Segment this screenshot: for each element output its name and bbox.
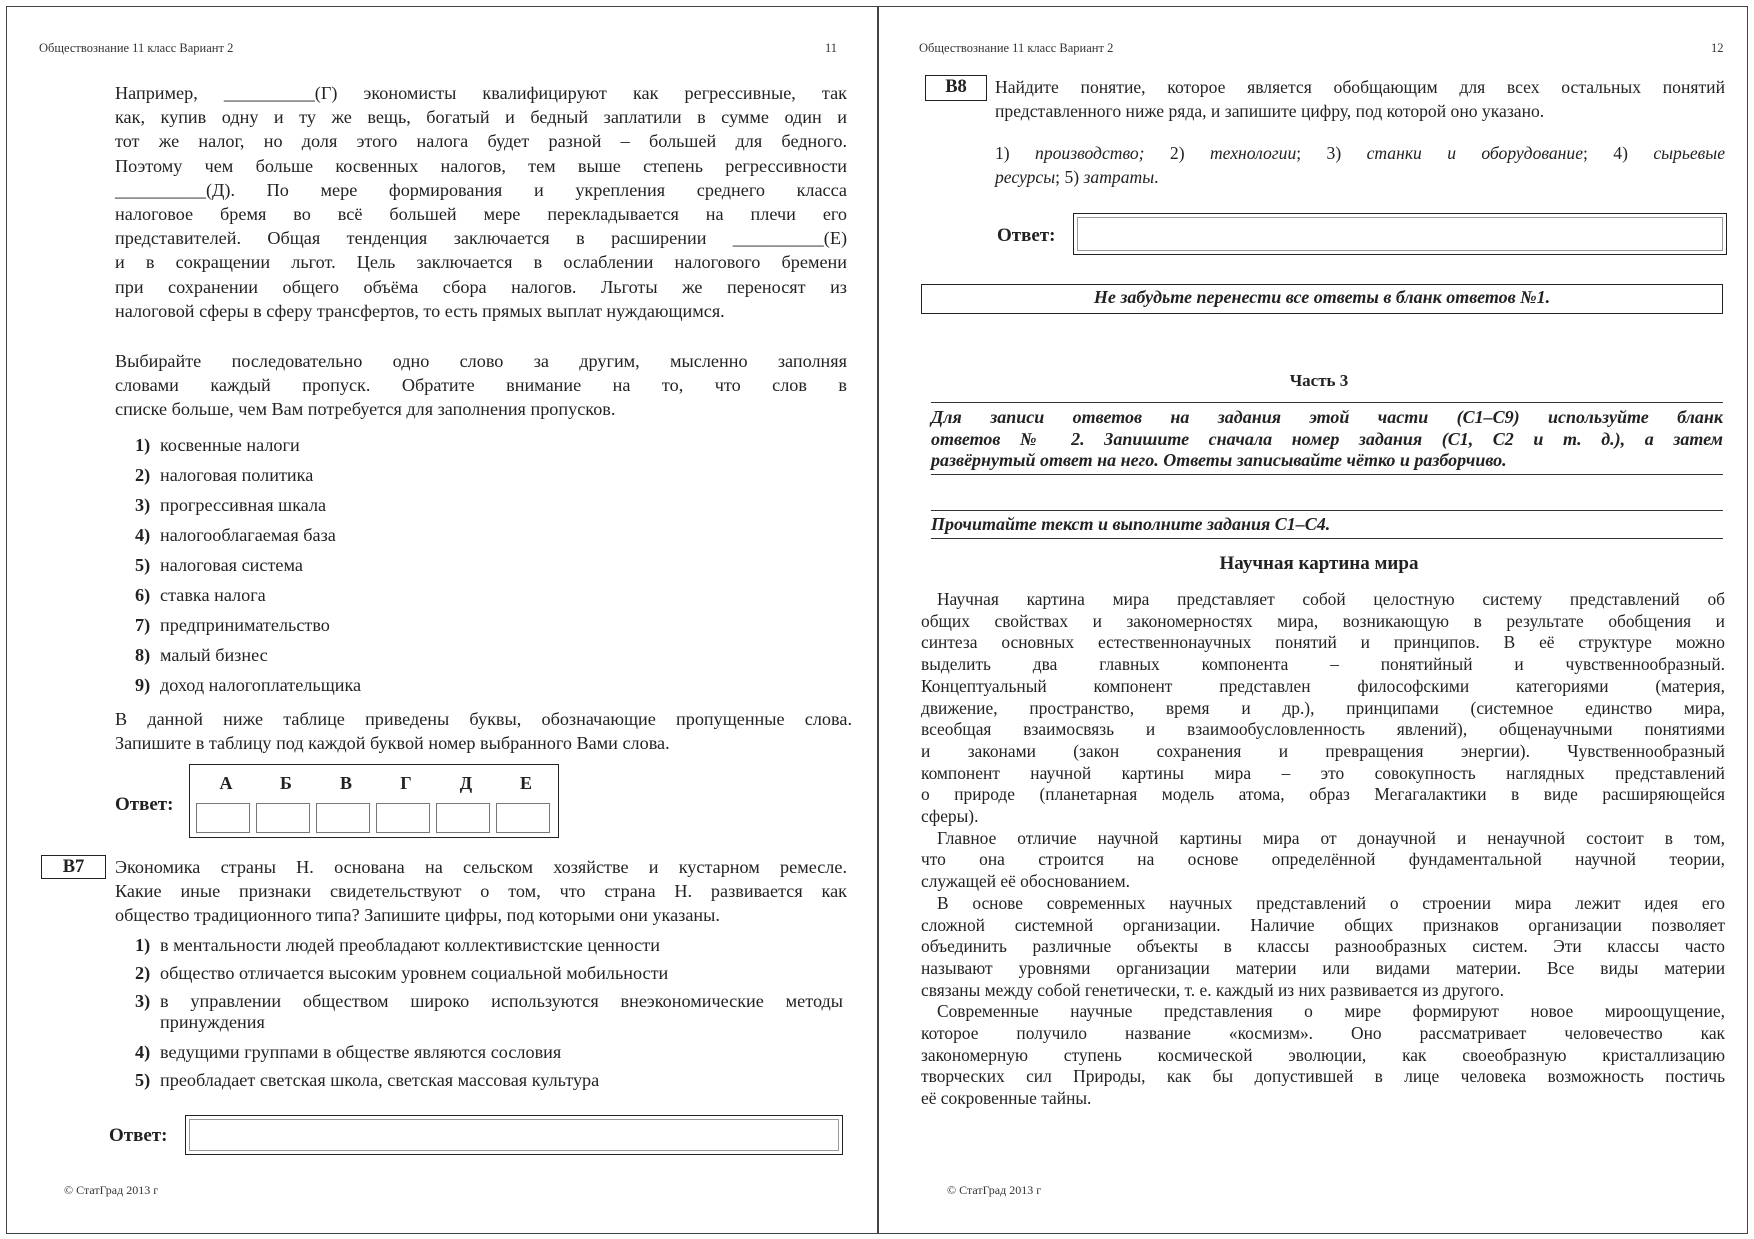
- item-number: 8): [135, 645, 151, 665]
- item-number: 1): [135, 435, 151, 455]
- text-line: развёрнутый ответ на него. Ответы записывайте чётко и разборчиво.: [931, 450, 1507, 470]
- option-text: в управлении обществом широко используются внеэкономические методы принуждения: [160, 991, 843, 1032]
- page-number: 12: [1711, 41, 1724, 55]
- text-line: представленного ниже ряда, и запишите цифру, под которой оно указано.: [995, 101, 1545, 122]
- b8-answer-label: Ответ:: [997, 225, 1056, 246]
- answer-cell[interactable]: [256, 803, 310, 833]
- answer-table: [189, 764, 559, 838]
- rule: [931, 474, 1723, 475]
- option-number: 3): [135, 991, 151, 1011]
- text-line: Найдите понятие, которое является обобщающим для всех остальных понятий: [995, 77, 1725, 97]
- text-line: налоговой сферы в сферу трансфертов, то есть прямых выплат нуждающимся.: [115, 300, 725, 321]
- text-line: при сохранении общего объёма сбора налогов. Льготы же переносят из: [115, 276, 847, 297]
- fill-in-paragraph: [115, 81, 847, 323]
- b7-answer-label: Ответ:: [109, 1125, 168, 1146]
- item-text: налоговая система: [160, 555, 303, 575]
- rule: [931, 538, 1723, 539]
- task-b7-tag: B7: [41, 855, 106, 879]
- text-line: всеобщая взаимосвязь и взаимообусловленность явлений), общенаучными понятиями: [921, 719, 1725, 740]
- task-b8-question: [995, 75, 1725, 123]
- option-text: общество отличается высоким уровнем социальной мобильности: [160, 963, 669, 983]
- page-header: Обществознание 11 класс Вариант 2: [39, 41, 234, 55]
- text-line: сложной системной организации. Наличие общих признаков организации позволяет: [921, 914, 1725, 935]
- option-number: 2): [135, 963, 151, 983]
- b7-option: [135, 991, 843, 1033]
- text-line: Научная картина мира представляет собой целостную систему представлений об: [937, 589, 1725, 609]
- part-title: Часть 3: [1289, 371, 1349, 390]
- b8-answer-field[interactable]: [1073, 213, 1727, 255]
- b7-option: [135, 1042, 843, 1063]
- option-number: 4): [135, 1042, 151, 1062]
- text-line: закономерную ступень космической эволюции, как своеобразную кристаллизацию: [921, 1044, 1725, 1065]
- answer-column-letter: Б: [280, 773, 292, 793]
- word-list-item: [135, 495, 535, 525]
- answer-column-letter: Д: [459, 773, 473, 793]
- task-b7-question: [115, 855, 847, 928]
- b8-opt: производство;: [1035, 143, 1145, 163]
- text-title: Научная картина мира: [1219, 553, 1419, 574]
- text-line: которое получило название «космизм». Оно рассматривает человечество как: [921, 1023, 1725, 1044]
- page-header: Обществознание 11 класс Вариант 2: [919, 41, 1114, 55]
- b8-opt-num: ; 4): [1583, 143, 1628, 163]
- word-list-item: [135, 525, 535, 555]
- footer: © СтатГрад 2013 г: [64, 1183, 159, 1197]
- b8-opt: технологии: [1209, 143, 1297, 163]
- text-line: словами каждый пропуск. Обратите внимание на то, что слов в: [115, 375, 847, 396]
- table-instruction: [115, 707, 852, 755]
- text-line: Какие иные признаки свидетельствуют о том, что страна Н. развивается как: [115, 881, 847, 902]
- instruction-paragraph: [115, 349, 847, 422]
- item-text: малый бизнес: [160, 645, 268, 665]
- b8-opt-num: 1): [995, 143, 1010, 163]
- word-list-item: [135, 645, 535, 675]
- task-b8-tag: B8: [925, 75, 987, 101]
- b8-opt-num: ; 5): [1055, 167, 1080, 188]
- text-line: В данной ниже таблице приведены буквы, обозначающие пропущенные слова.: [115, 709, 852, 729]
- item-number: 2): [135, 465, 151, 485]
- word-list-item: [135, 435, 535, 465]
- item-number: 4): [135, 525, 151, 545]
- item-number: 9): [135, 675, 151, 695]
- text-line: как, купив одну и ту же вещь, богатый и бедный заплатили в сумме один и: [115, 107, 847, 128]
- word-list-item: [135, 615, 535, 645]
- text-line: движение, пространство, время и др.), принципами (системное единство мира,: [921, 697, 1725, 718]
- text-line: представителей. Общая тенденция заключается в расширении __________(Е): [115, 228, 847, 249]
- text-line: служащей её обоснованием.: [921, 871, 1130, 892]
- text-line: объединить различные объекты в классы разнообразных систем. Эти классы часто: [921, 936, 1725, 957]
- text-line: выделить два главных компонента – понятийный и чувственнообразный.: [921, 654, 1725, 675]
- option-text: ведущими группами в обществе являются сословия: [160, 1042, 562, 1062]
- answer-cell[interactable]: [496, 803, 550, 833]
- b8-opt: затраты: [1083, 167, 1155, 188]
- page-spread: [6, 6, 1748, 1234]
- answer-column-letter: В: [339, 773, 352, 793]
- answer-column-letter: А: [219, 773, 233, 793]
- text-line: и законами (закон сохранения и превращения энергии). Чувственнообразный: [921, 740, 1725, 761]
- item-text: доход налогоплательщика: [160, 675, 362, 695]
- transfer-notice: Не забудьте перенести все ответы в бланк ответов №1.: [921, 284, 1723, 314]
- rule: [931, 510, 1723, 511]
- text-line: __________(Д). По мере формирования и укрепления среднего класса: [115, 179, 847, 200]
- word-list: [135, 435, 535, 705]
- option-text: в ментальности людей преобладают коллективистские ценности: [160, 935, 660, 955]
- text-line: Экономика страны Н. основана на сельском хозяйстве и кустарном ремесле.: [115, 857, 847, 877]
- footer: © СтатГрад 2013 г: [947, 1183, 1042, 1197]
- text-line: называют уровнями организации материи или видами материи. Все виды материи: [921, 957, 1725, 978]
- option-number: 5): [135, 1070, 151, 1090]
- word-list-item: [135, 555, 535, 585]
- word-list-item: [135, 465, 535, 495]
- text-line: Например, __________(Г) экономисты квалифицируют как регрессивные, так: [115, 83, 847, 103]
- item-text: налоговая политика: [160, 465, 314, 485]
- text-line: списке больше, чем Вам потребуется для заполнения пропусков.: [115, 399, 616, 420]
- text-line: Выбирайте последовательно одно слово за другим, мысленно заполняя: [115, 351, 847, 371]
- text-line: общих свойствах и закономерностях мира, возникающую в результате обобщения и: [921, 610, 1725, 631]
- text-line: и в сокращении льгот. Цель заключается в ослаблении налогового бремени: [115, 252, 847, 273]
- text-line: о природе (планетарная модель атома, образ Мегагалактики в виде расширяющейся: [921, 784, 1725, 805]
- item-text: косвенные налоги: [160, 435, 300, 455]
- b7-option: [135, 963, 843, 984]
- answer-cell[interactable]: [436, 803, 490, 833]
- right-page: [879, 7, 1747, 1233]
- reading-text: [921, 589, 1725, 1110]
- left-page: [7, 7, 877, 1233]
- b7-answer-field[interactable]: [185, 1115, 843, 1155]
- word-list-item: [135, 675, 535, 705]
- answer-column-letter: Е: [519, 773, 532, 793]
- b8-opt-num: 2): [1169, 143, 1185, 163]
- text-line: Современные научные представления о мире формируют новое мироощущение,: [937, 1001, 1725, 1022]
- rule: [931, 402, 1723, 403]
- text-line: ответов № 2. Запишите сначала номер задания (С1, С2 и т. д.), а затем: [931, 428, 1723, 449]
- text-line: компонент научной картины мира – это совокупность наглядных представлений: [921, 762, 1725, 783]
- answer-label: Ответ:: [115, 794, 174, 815]
- text-line: её сокровенные тайны.: [921, 1088, 1092, 1109]
- b8-opt: станки и оборудование: [1366, 143, 1584, 163]
- text-line: синтеза основных естественнонаучных понятий и принципов. В её структуре можно: [921, 632, 1725, 653]
- answer-cell[interactable]: [376, 803, 430, 833]
- item-number: 5): [135, 555, 151, 575]
- item-number: 6): [135, 585, 151, 605]
- item-text: предпринимательство: [160, 615, 330, 635]
- text-line: Для записи ответов на задания этой части (С1–С9) используйте бланк: [931, 407, 1723, 427]
- text-line: Поэтому чем больше косвенных налогов, тем выше степень регрессивности: [115, 155, 847, 176]
- text-line: В основе современных научных представлений о строении мира лежит идея его: [937, 892, 1725, 913]
- text-line: Запишите в таблицу под каждой буквой номер выбранного Вами слова.: [115, 733, 670, 754]
- answer-cell[interactable]: [196, 803, 250, 833]
- task-b8-options: [995, 141, 1725, 189]
- text-line: сферы).: [921, 806, 979, 827]
- page-number: 11: [825, 41, 838, 55]
- b8-opt: ресурсы: [995, 167, 1056, 188]
- part-instruction: [931, 407, 1723, 472]
- word-list-item: [135, 585, 535, 615]
- option-number: 1): [135, 935, 151, 955]
- b8-opt: сырьевые: [1653, 143, 1726, 163]
- text-line: связаны между собой генетически, т. е. каждый из них развивается из другого.: [921, 979, 1504, 1000]
- item-number: 3): [135, 495, 151, 515]
- task-b7-options: [135, 935, 843, 1098]
- text-line: Концептуальный компонент представлен философскими категориями (материя,: [921, 675, 1725, 696]
- text-line: Главное отличие научной картины мира от донаучной и ненаучной состоит в том,: [937, 827, 1725, 848]
- b8-opt-num: ; 3): [1296, 143, 1342, 163]
- text-line: что она строится на основе определённой фундаментальной научной теории,: [921, 849, 1725, 870]
- item-text: ставка налога: [160, 585, 266, 605]
- text-line: творческих сил Природы, как бы допустившей в лице человека возможность постичь: [921, 1066, 1725, 1087]
- b7-option: [135, 935, 843, 956]
- item-number: 7): [135, 615, 151, 635]
- b7-option: [135, 1070, 843, 1091]
- b8-opt-end: .: [1154, 167, 1159, 188]
- text-line: тот же налог, но доля этого налога будет разной – большей для бедного.: [115, 131, 847, 152]
- option-text: преобладает светская школа, светская массовая культура: [160, 1070, 600, 1090]
- item-text: налогооблагаемая база: [160, 525, 336, 545]
- answer-cell[interactable]: [316, 803, 370, 833]
- item-text: прогрессивная шкала: [160, 495, 327, 515]
- answer-column-letter: Г: [400, 773, 412, 793]
- text-line: общество традиционного типа? Запишите цифры, под которыми они указаны.: [115, 905, 720, 926]
- read-instruction: Прочитайте текст и выполните задания С1–С4.: [931, 514, 1331, 534]
- text-line: налоговое бремя во всё большей мере перекладывается на плечи его: [115, 204, 847, 225]
